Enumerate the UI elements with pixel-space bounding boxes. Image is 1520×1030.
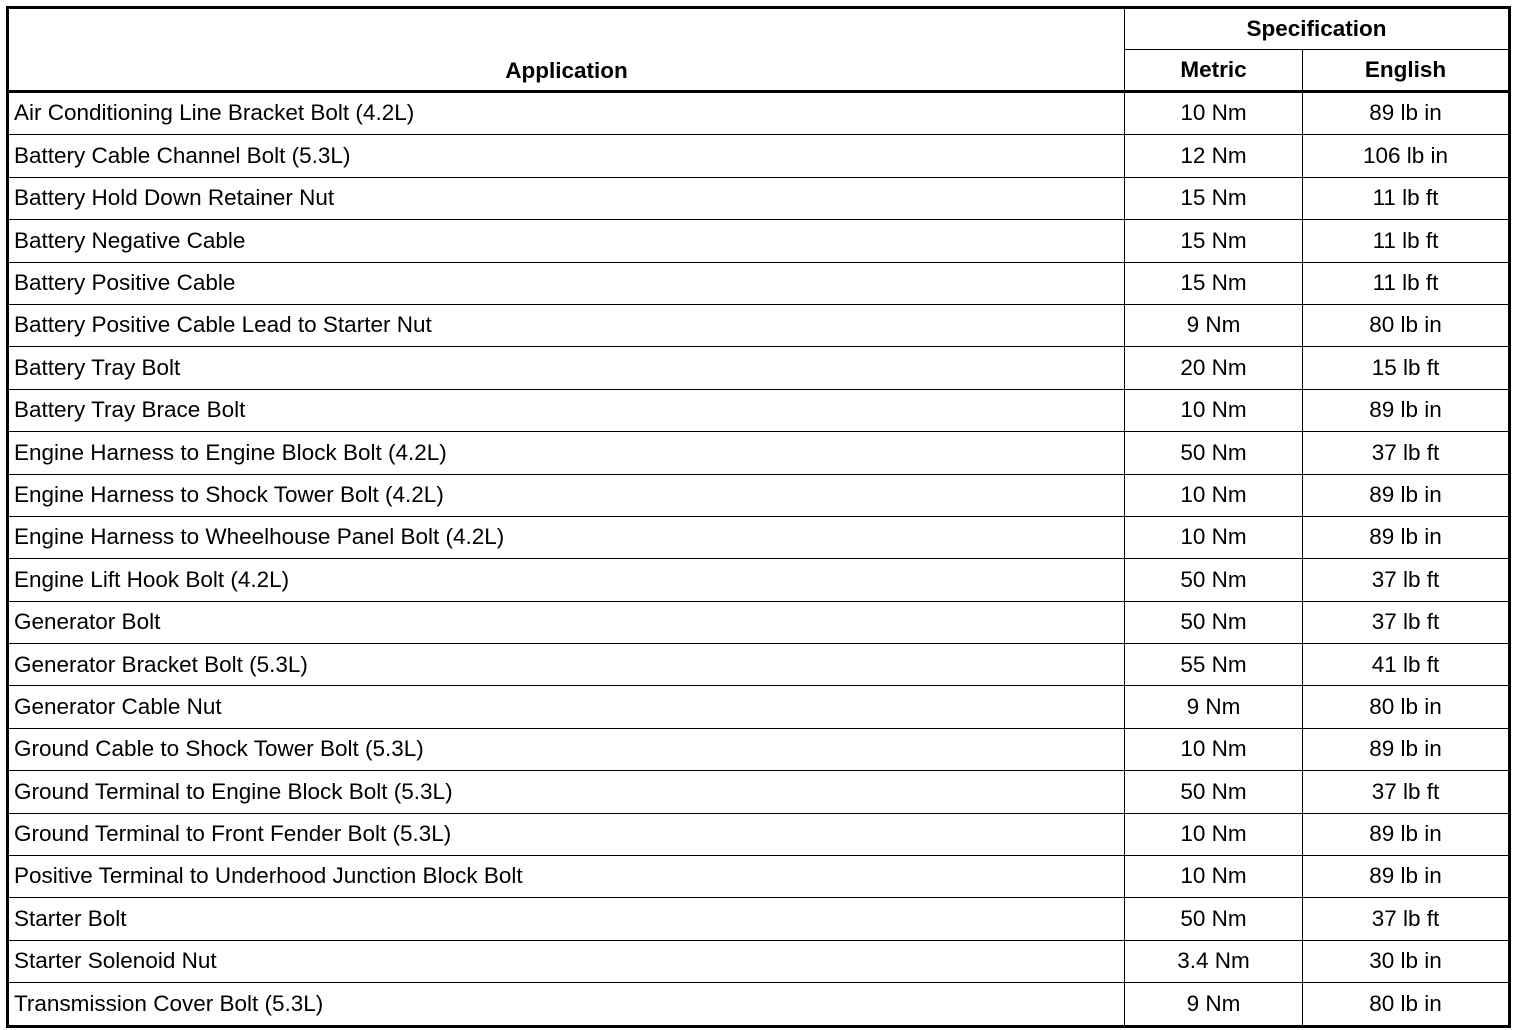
application-cell: Battery Negative Cable bbox=[8, 220, 1125, 262]
table-row bbox=[8, 220, 1510, 262]
metric-value-cell: 12 Nm bbox=[1125, 135, 1303, 177]
table-row bbox=[8, 389, 1510, 431]
application-cell: Battery Positive Cable Lead to Starter Nut bbox=[8, 304, 1125, 346]
table-row bbox=[8, 856, 1510, 898]
metric-value-cell: 50 Nm bbox=[1125, 559, 1303, 601]
application-cell: Ground Terminal to Front Fender Bolt (5.3L) bbox=[8, 813, 1125, 855]
application-cell: Ground Cable to Shock Tower Bolt (5.3L) bbox=[8, 728, 1125, 770]
table-row bbox=[8, 304, 1510, 346]
table-row bbox=[8, 728, 1510, 770]
english-value-cell: 80 lb in bbox=[1303, 304, 1510, 346]
metric-value-cell: 9 Nm bbox=[1125, 304, 1303, 346]
application-cell: Ground Terminal to Engine Block Bolt (5.3L) bbox=[8, 771, 1125, 813]
english-value-cell: 11 lb ft bbox=[1303, 177, 1510, 219]
metric-column-header: Metric bbox=[1125, 50, 1303, 92]
metric-value-cell: 10 Nm bbox=[1125, 856, 1303, 898]
english-value-cell: 80 lb in bbox=[1303, 983, 1510, 1026]
application-cell: Battery Cable Channel Bolt (5.3L) bbox=[8, 135, 1125, 177]
english-value-cell: 89 lb in bbox=[1303, 474, 1510, 516]
table-body bbox=[8, 92, 1510, 1027]
application-cell: Engine Lift Hook Bolt (4.2L) bbox=[8, 559, 1125, 601]
english-value-cell: 37 lb ft bbox=[1303, 432, 1510, 474]
table-row bbox=[8, 983, 1510, 1026]
table-row bbox=[8, 940, 1510, 982]
application-cell: Starter Solenoid Nut bbox=[8, 940, 1125, 982]
application-cell: Engine Harness to Engine Block Bolt (4.2L) bbox=[8, 432, 1125, 474]
application-cell: Battery Tray Bolt bbox=[8, 347, 1125, 389]
table-row bbox=[8, 177, 1510, 219]
table-row bbox=[8, 516, 1510, 558]
english-value-cell: 89 lb in bbox=[1303, 728, 1510, 770]
english-value-cell: 30 lb in bbox=[1303, 940, 1510, 982]
english-value-cell: 37 lb ft bbox=[1303, 559, 1510, 601]
application-cell: Battery Positive Cable bbox=[8, 262, 1125, 304]
english-column-header: English bbox=[1303, 50, 1510, 92]
metric-value-cell: 50 Nm bbox=[1125, 898, 1303, 940]
application-cell: Transmission Cover Bolt (5.3L) bbox=[8, 983, 1125, 1026]
table-row bbox=[8, 135, 1510, 177]
english-value-cell: 37 lb ft bbox=[1303, 771, 1510, 813]
application-cell: Engine Harness to Wheelhouse Panel Bolt (4.2L) bbox=[8, 516, 1125, 558]
table-row bbox=[8, 559, 1510, 601]
english-value-cell: 37 lb ft bbox=[1303, 601, 1510, 643]
table-row bbox=[8, 813, 1510, 855]
application-column-header: Application bbox=[8, 8, 1125, 92]
english-value-cell: 89 lb in bbox=[1303, 389, 1510, 431]
table-row bbox=[8, 262, 1510, 304]
english-value-cell: 15 lb ft bbox=[1303, 347, 1510, 389]
table-row bbox=[8, 474, 1510, 516]
metric-value-cell: 50 Nm bbox=[1125, 771, 1303, 813]
metric-value-cell: 10 Nm bbox=[1125, 516, 1303, 558]
application-cell: Battery Tray Brace Bolt bbox=[8, 389, 1125, 431]
table-row bbox=[8, 92, 1510, 135]
application-cell: Air Conditioning Line Bracket Bolt (4.2L) bbox=[8, 92, 1125, 135]
application-cell: Generator Bracket Bolt (5.3L) bbox=[8, 644, 1125, 686]
metric-value-cell: 55 Nm bbox=[1125, 644, 1303, 686]
english-value-cell: 89 lb in bbox=[1303, 856, 1510, 898]
table-row bbox=[8, 771, 1510, 813]
english-value-cell: 11 lb ft bbox=[1303, 220, 1510, 262]
english-value-cell: 11 lb ft bbox=[1303, 262, 1510, 304]
metric-value-cell: 10 Nm bbox=[1125, 813, 1303, 855]
metric-value-cell: 15 Nm bbox=[1125, 262, 1303, 304]
english-value-cell: 89 lb in bbox=[1303, 813, 1510, 855]
table-header bbox=[8, 8, 1510, 92]
fastener-specification-table bbox=[6, 6, 1511, 1028]
table-row bbox=[8, 644, 1510, 686]
metric-value-cell: 10 Nm bbox=[1125, 474, 1303, 516]
metric-value-cell: 3.4 Nm bbox=[1125, 940, 1303, 982]
application-cell: Positive Terminal to Underhood Junction Block Bolt bbox=[8, 856, 1125, 898]
metric-value-cell: 50 Nm bbox=[1125, 432, 1303, 474]
table-row bbox=[8, 347, 1510, 389]
metric-value-cell: 15 Nm bbox=[1125, 177, 1303, 219]
table-row bbox=[8, 432, 1510, 474]
table-row bbox=[8, 686, 1510, 728]
metric-value-cell: 50 Nm bbox=[1125, 601, 1303, 643]
english-value-cell: 80 lb in bbox=[1303, 686, 1510, 728]
application-cell: Generator Bolt bbox=[8, 601, 1125, 643]
application-cell: Battery Hold Down Retainer Nut bbox=[8, 177, 1125, 219]
metric-value-cell: 9 Nm bbox=[1125, 983, 1303, 1026]
metric-value-cell: 20 Nm bbox=[1125, 347, 1303, 389]
application-cell: Engine Harness to Shock Tower Bolt (4.2L) bbox=[8, 474, 1125, 516]
english-value-cell: 89 lb in bbox=[1303, 516, 1510, 558]
application-cell: Generator Cable Nut bbox=[8, 686, 1125, 728]
metric-value-cell: 10 Nm bbox=[1125, 92, 1303, 135]
english-value-cell: 37 lb ft bbox=[1303, 898, 1510, 940]
application-cell: Starter Bolt bbox=[8, 898, 1125, 940]
metric-value-cell: 10 Nm bbox=[1125, 728, 1303, 770]
english-value-cell: 41 lb ft bbox=[1303, 644, 1510, 686]
metric-value-cell: 9 Nm bbox=[1125, 686, 1303, 728]
table-row bbox=[8, 898, 1510, 940]
metric-value-cell: 15 Nm bbox=[1125, 220, 1303, 262]
table-row bbox=[8, 601, 1510, 643]
english-value-cell: 89 lb in bbox=[1303, 92, 1510, 135]
english-value-cell: 106 lb in bbox=[1303, 135, 1510, 177]
metric-value-cell: 10 Nm bbox=[1125, 389, 1303, 431]
specification-group-header: Specification bbox=[1125, 8, 1510, 50]
